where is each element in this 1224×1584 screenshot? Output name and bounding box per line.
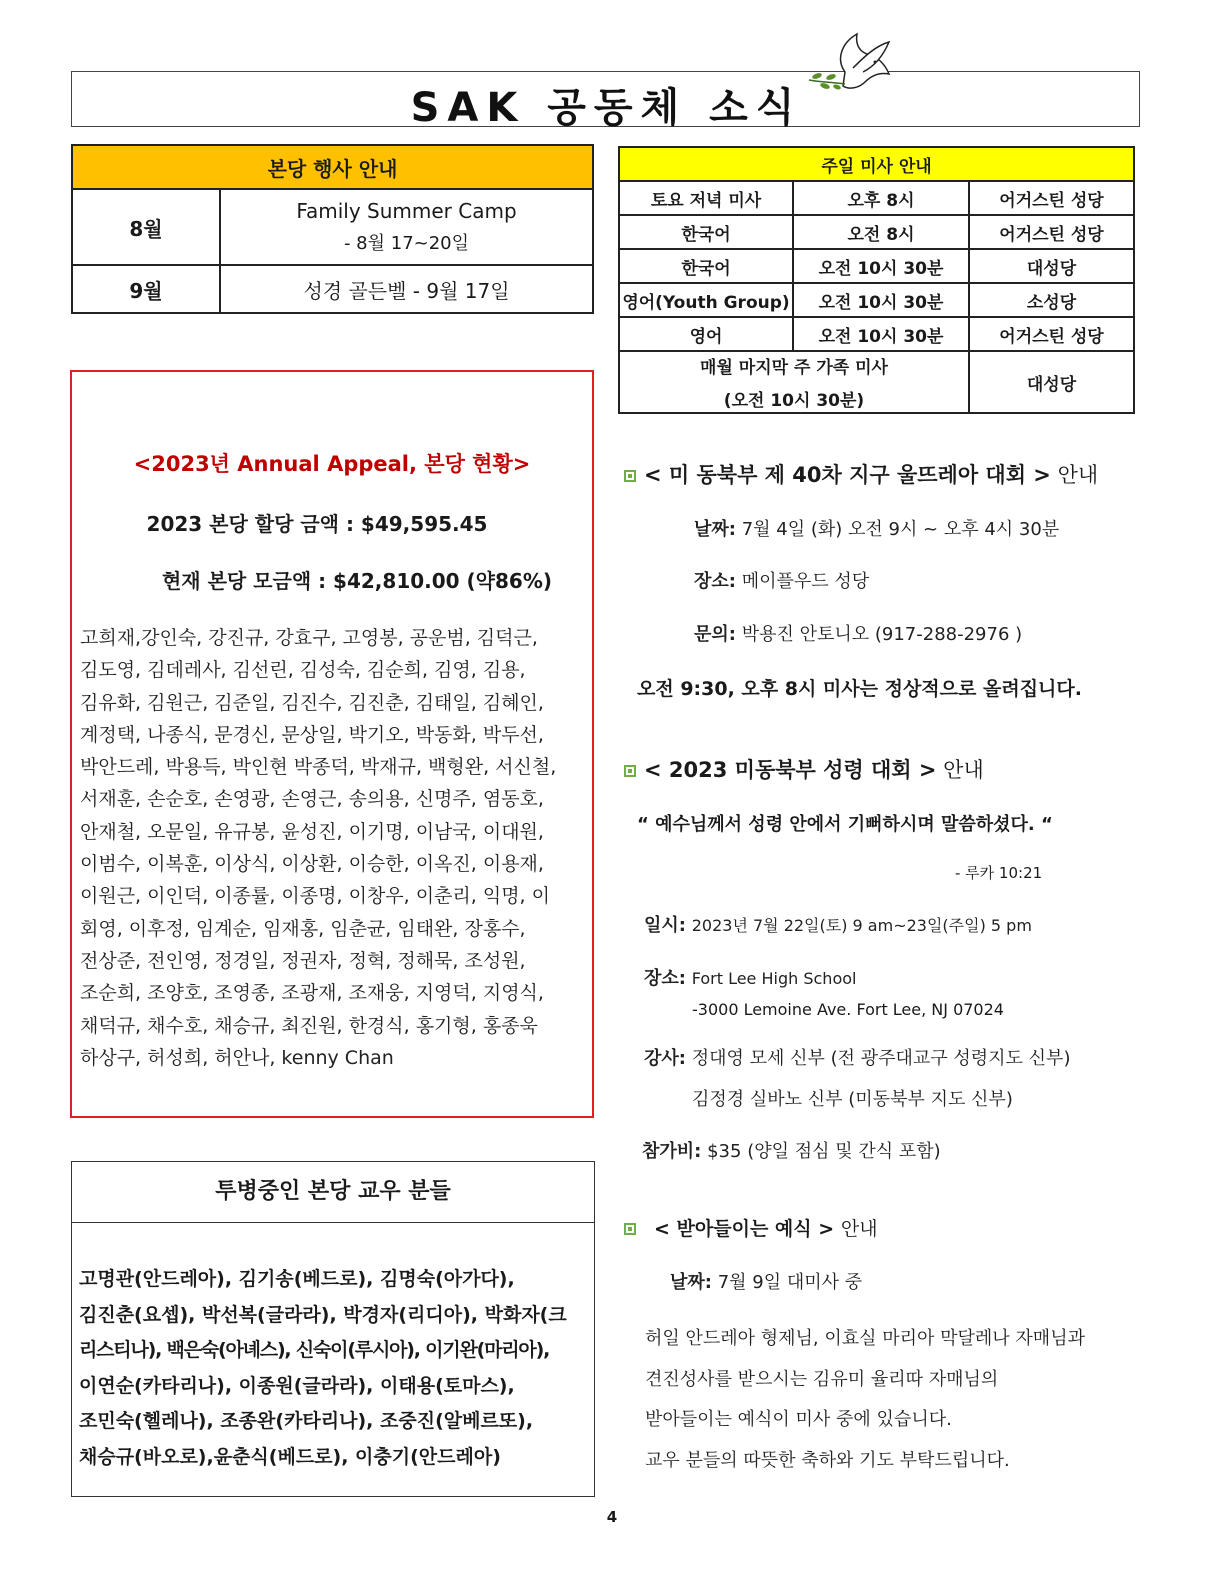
sick-list — [79, 1262, 589, 1476]
sick-line: 조민숙(헬레나), 조종완(카타리나), 조중진(알베르또), — [79, 1410, 534, 1433]
holy-spirit-address: -3000 Lemoine Ave. Fort Lee, NJ 07024 — [692, 1000, 1004, 1019]
holy-spirit-speaker-2: 김정경 실바노 신부 (미동북부 지도 신부) — [692, 1089, 1013, 1110]
appeal-target-amount: 2023 본당 할당 금액 : $49,595.45 — [146, 512, 488, 536]
divider — [72, 1222, 594, 1223]
mass-place: 어거스틴 성당 — [969, 317, 1134, 351]
appeal-current-amount: 현재 본당 모금액 : $42,810.00 (약86%) — [161, 569, 553, 593]
sick-box-title: 투병중인 본당 교우 분들 — [215, 1179, 451, 1204]
donor-line: 박안드레, 박용득, 박인현 박종덕, 박재규, 백형완, 서신철, — [80, 756, 557, 779]
welcome-rite-title: < 받아들이는 예식 > — [654, 1218, 835, 1240]
welcome-rite-heading — [624, 1214, 878, 1241]
place-value: Fort Lee High School — [691, 969, 857, 988]
sunday-mass-table — [618, 146, 1135, 414]
donor-line: 김유화, 김원근, 김준일, 김진수, 김진춘, 김태일, 김혜인, — [80, 691, 544, 714]
holy-spirit-title-suffix: 안내 — [943, 758, 984, 782]
event-description — [220, 189, 593, 265]
family-mass-name: 매월 마지막 주 가족 미사 — [700, 358, 888, 378]
donor-line: 이원근, 이인덕, 이종률, 이종명, 이창우, 이춘리, 익명, 이 — [80, 885, 550, 908]
welcome-line: 허일 안드레아 형제님, 이효실 마리아 막달레나 자매님과 — [645, 1328, 1085, 1349]
annual-appeal-box — [70, 370, 594, 1118]
green-square-bullet-icon — [624, 470, 636, 482]
mass-place: 대성당 — [969, 249, 1134, 283]
ultreya-date — [694, 515, 1059, 541]
event-date: - 8월 17~20일 — [343, 233, 470, 254]
holy-spirit-when — [644, 911, 1032, 937]
donor-list — [80, 622, 592, 1074]
donor-line: 전상준, 전인영, 정경일, 정권자, 정혁, 정해묵, 조성원, — [80, 949, 526, 972]
mass-notice: 오전 9:30, 오후 8시 미사는 정상적으로 올려집니다. — [637, 678, 1082, 700]
donor-line: 김도영, 김데레사, 김선린, 김성숙, 김순희, 김영, 김용, — [80, 659, 526, 682]
ultreya-contact — [694, 620, 1022, 646]
mass-time: 오전 8시 — [793, 215, 969, 249]
place-label: 장소: — [644, 968, 686, 989]
ultreya-title: < 미 동북부 제 40차 지구 울뜨레아 대회 > — [644, 463, 1051, 487]
ultreya-title-suffix: 안내 — [1057, 463, 1099, 487]
speaker-label: 강사: — [644, 1048, 686, 1069]
sick-line: 고명관(안드레아), 김기송(베드로), 김명숙(아가다), — [79, 1268, 515, 1290]
donor-line: 고희재,강인숙, 강진규, 강효구, 고영봉, 공운범, 김덕근, — [80, 627, 538, 649]
mass-place: 소성당 — [969, 283, 1134, 317]
mass-time: 오후 8시 — [793, 181, 969, 215]
contact-value: 박용진 안토니오 (917-288-2976 ) — [741, 624, 1023, 645]
sick-parishioners-box — [71, 1161, 595, 1497]
welcome-rite-date — [670, 1268, 862, 1294]
when-value: 2023년 7월 22일(토) 9 am~23일(주일) 5 pm — [691, 916, 1032, 935]
holy-spirit-heading — [624, 754, 984, 784]
welcome-rite-title-suffix: 안내 — [840, 1218, 878, 1240]
donor-line: 회영, 이후정, 임계순, 임재홍, 임춘균, 임태완, 장홍수, — [80, 917, 526, 940]
sick-line: 채승규(바오로),윤춘식(베드로), 이충기(안드레아) — [79, 1445, 501, 1468]
place-value: 메이플우드 성당 — [741, 571, 870, 592]
donor-line: 조순희, 조양호, 조영종, 조광재, 조재웅, 지영덕, 지영식, — [80, 982, 544, 1005]
donor-line: 채덕규, 채수호, 채승규, 최진원, 한경식, 홍기형, 홍종욱 — [80, 1014, 538, 1037]
holy-spirit-fee — [642, 1137, 941, 1163]
mass-table-title: 주일 미사 안내 — [619, 147, 1134, 181]
page-title: SAK 공동체 소식 — [410, 85, 803, 131]
mass-time: 오전 10시 30분 — [793, 249, 969, 283]
date-value: 7월 4일 (화) 오전 9시 ~ 오후 4시 30분 — [741, 519, 1060, 540]
parish-events-table — [71, 144, 594, 314]
fee-label: 참가비: — [642, 1141, 702, 1162]
donor-line: 서재훈, 손순호, 손영광, 손영근, 송의용, 신명주, 염동호, — [80, 788, 544, 811]
holy-spirit-speaker — [644, 1044, 1070, 1070]
date-value: 7월 9일 대미사 중 — [717, 1272, 863, 1293]
welcome-line: 교우 분들의 따뜻한 축하와 기도 부탁드립니다. — [645, 1449, 1010, 1471]
mass-time: 오전 10시 30분 — [793, 317, 969, 351]
fee-value: $35 (양일 점심 및 간식 포함) — [707, 1141, 941, 1162]
event-name: Family Summer Camp — [296, 199, 517, 223]
ultreya-heading — [624, 459, 1098, 489]
events-table-title: 본당 행사 안내 — [72, 145, 593, 189]
page-number: 4 — [606, 1508, 618, 1526]
holy-spirit-place — [644, 964, 856, 990]
mass-type: 토요 저녁 미사 — [619, 181, 793, 215]
welcome-line: 견진성사를 받으시는 김유미 율리따 자매님의 — [645, 1368, 999, 1390]
scripture-quote: “ 예수님께서 성령 안에서 기뻐하시며 말씀하셨다. “ — [637, 814, 1053, 835]
scripture-source: - 루카 10:21 — [955, 864, 1043, 882]
sick-line: 리스티나), 백은숙(아녜스), 신숙이(루시아), 이기완(마리아), — [79, 1339, 550, 1362]
place-label: 장소: — [694, 571, 736, 592]
donor-line: 안재철, 오문일, 유규봉, 윤성진, 이기명, 이남국, 이대원, — [80, 820, 544, 843]
sick-line: 김진춘(요셉), 박선복(글라라), 박경자(리디아), 박화자(크 — [79, 1303, 567, 1326]
speaker-value: 정대영 모세 신부 (전 광주대교구 성령지도 신부) — [691, 1048, 1071, 1069]
date-label: 날짜: — [670, 1272, 712, 1293]
mass-type: 한국어 — [619, 249, 793, 283]
mass-type: 영어(Youth Group) — [619, 283, 793, 317]
family-mass-time: (오전 10시 30분) — [723, 391, 865, 411]
event-month: 8월 — [72, 189, 220, 265]
mass-type: 한국어 — [619, 215, 793, 249]
donor-line: 계정택, 나종식, 문경신, 문상일, 박기오, 박동화, 박두선, — [80, 723, 544, 746]
when-label: 일시: — [644, 915, 686, 936]
donor-line: 하상구, 허성희, 허안나, kenny Chan — [80, 1046, 394, 1069]
green-square-bullet-icon — [624, 1223, 636, 1235]
family-mass-place: 대성당 — [969, 351, 1134, 413]
mass-place: 어거스틴 성당 — [969, 181, 1134, 215]
dove-with-olive-branch-icon — [805, 28, 895, 108]
mass-place: 어거스틴 성당 — [969, 215, 1134, 249]
ultreya-place — [694, 567, 869, 593]
donor-line: 이범수, 이복훈, 이상식, 이상환, 이승한, 이옥진, 이용재, — [80, 853, 544, 876]
welcome-line: 받아들이는 예식이 미사 중에 있습니다. — [645, 1409, 952, 1430]
family-mass — [619, 351, 969, 413]
welcome-rite-body — [645, 1319, 1085, 1481]
event-month: 9월 — [72, 265, 220, 313]
newsletter-header — [71, 71, 1140, 131]
sick-line: 이연순(카타리나), 이종원(글라라), 이태용(토마스), — [79, 1374, 515, 1397]
green-square-bullet-icon — [624, 765, 636, 777]
appeal-title: <2023년 Annual Appeal, 본당 현황> — [133, 452, 531, 476]
date-label: 날짜: — [694, 519, 736, 540]
mass-type: 영어 — [619, 317, 793, 351]
event-description: 성경 골든벨 - 9월 17일 — [220, 265, 593, 313]
mass-time: 오전 10시 30분 — [793, 283, 969, 317]
contact-label: 문의: — [694, 624, 736, 645]
holy-spirit-title: < 2023 미동북부 성령 대회 > — [644, 758, 937, 782]
